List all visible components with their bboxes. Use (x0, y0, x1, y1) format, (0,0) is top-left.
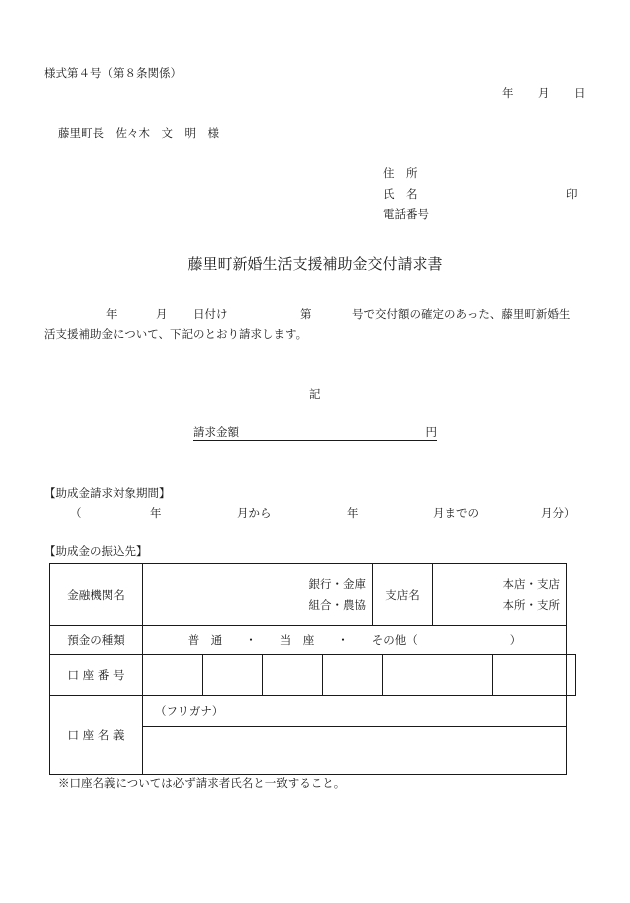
period-from: 月から (237, 506, 272, 520)
branch-cell[interactable] (433, 564, 567, 626)
account-digit-cell[interactable] (383, 655, 493, 696)
deposit-options[interactable]: 普 通 ・ 当 座 ・ その他（ ） (143, 626, 567, 655)
addressee: 藤里町長 佐々木 文 明 様 (58, 126, 219, 140)
body-year: 年 (106, 307, 118, 321)
body-line2: 活支援補助金について、下記のとおり請求します。 (44, 327, 308, 341)
period-open: （ (70, 506, 82, 520)
date-day: 日 (574, 86, 586, 100)
account-digit-cell[interactable] (567, 655, 576, 696)
branch-type-1: 本店・支店 (502, 576, 560, 591)
account-name-row (50, 696, 576, 727)
address-label: 住 所 (383, 166, 418, 180)
institution-cell[interactable] (143, 564, 373, 626)
transfer-heading: 【助成金の振込先】 (44, 544, 148, 558)
amount-label: 請求金額 (193, 425, 239, 439)
body-month: 月 (156, 307, 168, 321)
body-dai: 第 (300, 307, 312, 321)
institution-label: 金融機関名 (50, 564, 143, 626)
account-digit-cell[interactable] (203, 655, 263, 696)
form-number: 様式第４号（第８条関係） (44, 66, 182, 80)
seal-label: 印 (566, 187, 578, 201)
date-year: 年 (502, 86, 514, 100)
period-year1: 年 (150, 506, 162, 520)
period-year2: 年 (347, 506, 359, 520)
institution-row (50, 564, 576, 626)
deposit-label: 預金の種類 (50, 626, 143, 655)
furigana-label: （フリガナ） (155, 704, 224, 718)
period-until: 月までの (433, 506, 479, 520)
date-month: 月 (538, 86, 550, 100)
branch-label: 支店名 (373, 564, 433, 626)
branch-type-2: 本所・支所 (502, 597, 560, 612)
account-digit-cell[interactable] (493, 655, 567, 696)
account-name-field[interactable] (143, 727, 567, 775)
account-number-label: 口 座 番 号 (50, 655, 143, 696)
account-number-row (50, 655, 576, 696)
period-months: 月分） (541, 506, 576, 520)
amount-unit: 円 (425, 425, 437, 439)
furigana-field[interactable] (143, 696, 567, 727)
account-digit-cell[interactable] (143, 655, 203, 696)
account-name-label: 口 座 名 義 (50, 696, 143, 775)
note: ※口座名義については必ず請求者氏名と一致すること。 (58, 776, 346, 790)
body-dated: 日付け (193, 307, 228, 321)
account-digit-cell[interactable] (263, 655, 323, 696)
institution-type-2: 組合・農協 (308, 597, 366, 612)
body-rest: 号で交付額の確定のあった、藤里町新婚生 (352, 307, 571, 321)
form-title: 藤里町新婚生活支援補助金交付請求書 (187, 255, 443, 273)
phone-label: 電話番号 (383, 207, 429, 221)
bank-table (49, 563, 576, 775)
amount-line (193, 427, 437, 441)
account-digit-cell[interactable] (323, 655, 383, 696)
name-label: 氏 名 (383, 187, 418, 201)
period-heading: 【助成金請求対象期間】 (44, 486, 171, 500)
deposit-row (50, 626, 576, 655)
institution-type-1: 銀行・金庫 (308, 576, 366, 591)
ki-label: 記 (309, 387, 321, 401)
